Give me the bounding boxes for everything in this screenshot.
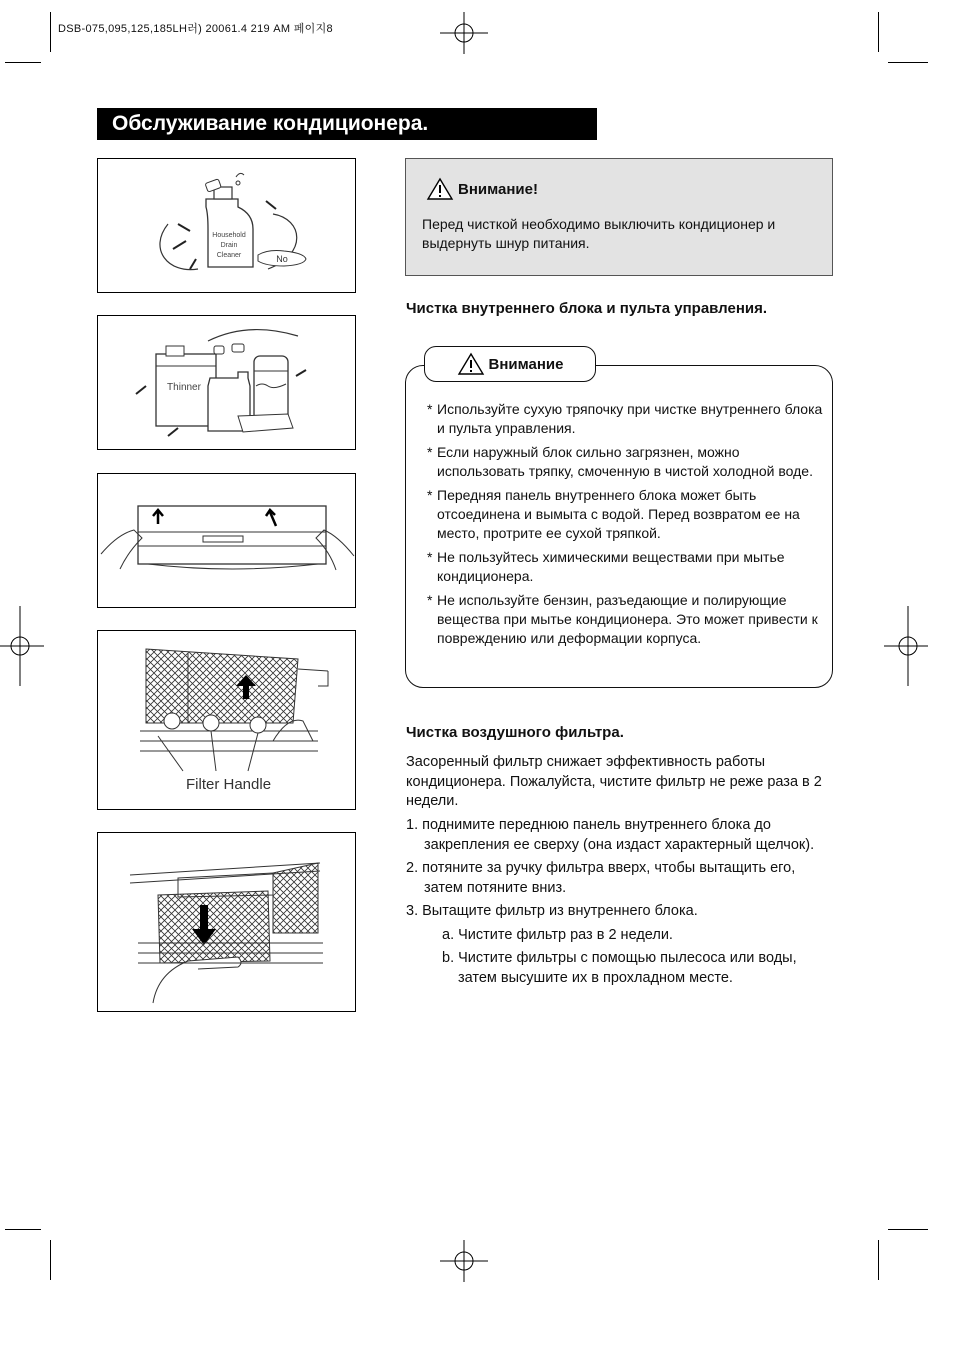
caution-tab: [424, 346, 596, 382]
caution-item-text: Используйте сухую тряпочку при чистке внутреннего блока и пульта управления.: [437, 401, 823, 436]
bullet-star: *: [427, 401, 433, 417]
warning-text: Перед чисткой необходимо выключить кондиционер и выдернуть шнур питания.: [422, 216, 776, 251]
filter-substep: b. Чистите фильтры с помощью пылесоса или воды, затем высушите их в прохладном месте.: [442, 950, 797, 986]
crop-mark: [878, 1240, 879, 1280]
filter-removal-illustration: [98, 833, 357, 1013]
list-item: [427, 591, 823, 648]
drain-cleaner-illustration: [98, 159, 357, 294]
page-title: Обслуживание кондиционера.: [112, 112, 429, 135]
registration-mark-icon: [884, 606, 928, 686]
filter-intro: Засоренный фильтр снижает эффективность работы кондиционера. Пожалуйста, чистите фильтр не реже раза в 2 недели.: [406, 754, 822, 809]
filter-substep: a. Чистите фильтр раз в 2 недели.: [442, 926, 673, 943]
warning-title-row: [426, 177, 538, 201]
figure-front-panel: [97, 473, 356, 608]
thinner-can-label: Thinner: [167, 382, 201, 393]
list-item: [427, 548, 823, 586]
filter-cleaning-heading: Чистка воздушного фильтра.: [406, 724, 624, 741]
bottle-label-line: Cleaner: [216, 252, 242, 259]
registration-mark-icon: [440, 12, 488, 54]
crop-mark: [5, 62, 41, 63]
registration-mark-icon: [440, 1240, 488, 1282]
warning-triangle-icon: [457, 352, 485, 376]
list-item: [427, 400, 823, 438]
crop-mark: [50, 12, 51, 52]
no-label: No: [276, 254, 288, 264]
caution-title: Внимание: [488, 355, 564, 373]
bullet-star: *: [427, 444, 433, 460]
caution-item-text: Не пользуйтесь химическими веществами при мытье кондиционера.: [437, 549, 785, 584]
crop-mark: [5, 1229, 41, 1230]
bullet-star: *: [427, 487, 433, 503]
crop-mark: [878, 12, 879, 52]
crop-mark: [888, 1229, 928, 1230]
list-item: [427, 443, 823, 481]
indoor-cleaning-heading: Чистка внутреннего блока и пульта управления.: [406, 300, 768, 317]
figure-drain-cleaner: [97, 158, 356, 293]
warning-triangle-icon: [426, 177, 454, 201]
registration-mark-icon: [0, 606, 44, 686]
bottle-label-line: Drain: [220, 242, 238, 249]
crop-mark: [888, 62, 928, 63]
filter-step: 3. Вытащите фильтр из внутреннего блока.: [406, 903, 698, 919]
title-bar: [97, 108, 597, 140]
figure-filter-removal: [97, 832, 356, 1012]
caution-item-text: Если наружный блок сильно загрязнен, можно использовать тряпку, смоченную в чистой холодной воде.: [437, 444, 813, 479]
crop-mark: [50, 1240, 51, 1280]
warning-title: Внимание!: [458, 180, 538, 198]
bottle-label-line: Household: [212, 232, 246, 239]
filter-steps: [406, 816, 831, 992]
caution-list: [427, 400, 823, 653]
filter-step: 2. потяните за ручку фильтра вверх, чтобы вытащить его, затем потяните вниз.: [406, 860, 796, 896]
bullet-star: *: [427, 592, 433, 608]
list-item: [427, 486, 823, 543]
figure-thinner: [97, 315, 356, 450]
print-header: DSB-075,095,125,185LH러) 20061.4 219 AM 페이지8: [58, 23, 333, 35]
bullet-star: *: [427, 549, 433, 565]
caution-item-text: Не используйте бензин, разъедающие и полирующие вещества при мытье кондиционера. Это может привести к повреждению или деформации корпуса.: [437, 592, 818, 646]
front-panel-illustration: [98, 474, 357, 609]
caution-item-text: Передняя панель внутреннего блока может быть отсоединена и вымыта с водой. Перед возвратом ее на место, протрите ее сухой тряпкой.: [437, 487, 800, 541]
warning-box: [405, 158, 833, 276]
filter-handle-label: Filter Handle: [186, 776, 272, 793]
thinner-illustration: [98, 316, 357, 451]
filter-step: 1. поднимите переднюю панель внутреннего блока до закрепления ее сверху (она издаст характерный щелчок).: [406, 817, 815, 853]
